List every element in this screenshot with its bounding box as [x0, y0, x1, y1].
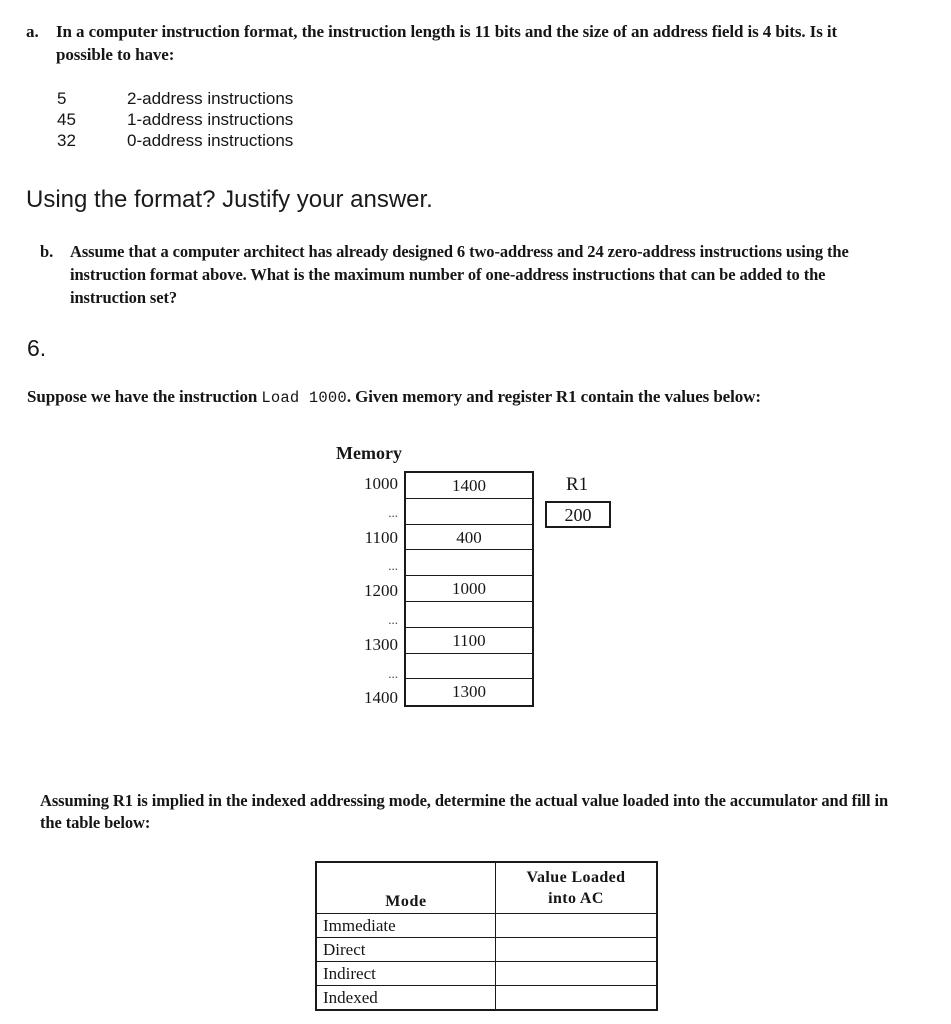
- mode-value-blank[interactable]: [496, 962, 658, 986]
- mode-column-header: Mode: [316, 862, 496, 914]
- memory-address: 1400: [364, 688, 398, 708]
- table-row: [316, 914, 657, 938]
- question-6-number: 6.: [27, 335, 47, 361]
- memory-cell: 400: [406, 525, 532, 551]
- question-6-intro-after-code: . Given memory and register R1 contain the values below:: [346, 387, 761, 406]
- using-format-heading: Using the format? Justify your answer.: [26, 186, 433, 213]
- instruction-count-table: [57, 88, 293, 151]
- instruction-label: 1-address instructions: [127, 110, 294, 129]
- memory-cell: [406, 602, 532, 628]
- memory-address: 1200: [364, 581, 398, 601]
- mode-value-blank[interactable]: [496, 938, 658, 962]
- mode-name: Immediate: [316, 914, 496, 938]
- instruction-count: 45: [57, 110, 76, 129]
- memory-address: ...: [388, 665, 398, 681]
- question-5b-marker: b.: [40, 242, 54, 261]
- question-6-intro-before-code: Suppose we have the instruction: [27, 387, 262, 406]
- instruction-count: 32: [57, 131, 76, 150]
- assuming-paragraph: Assuming R1 is implied in the indexed addressing mode, determine the actual value loaded into the accumulator and fill in the table below:: [40, 791, 889, 832]
- memory-address: 1100: [364, 527, 398, 547]
- mode-table-header: [316, 862, 657, 914]
- memory-cell: 1000: [406, 576, 532, 602]
- memory-address: ...: [388, 611, 398, 627]
- memory-address: ...: [388, 504, 398, 520]
- memory-cell: [406, 499, 532, 525]
- mode-value-blank[interactable]: [496, 914, 658, 938]
- mode-name: Indirect: [316, 962, 496, 986]
- register-r1-label: R1: [566, 474, 589, 495]
- register-r1-value: 200: [545, 501, 611, 528]
- table-row: [316, 986, 657, 1011]
- list-item: [57, 130, 293, 151]
- addressing-mode-table: [315, 861, 658, 1011]
- instruction-count-body: [57, 88, 293, 151]
- memory-table: [404, 471, 534, 707]
- mode-name: Direct: [316, 938, 496, 962]
- memory-cell: [406, 654, 532, 680]
- load-instruction-code: Load 1000: [261, 389, 347, 407]
- memory-address-column: [332, 471, 398, 712]
- question-6-intro: [27, 385, 877, 410]
- list-item: [57, 88, 293, 109]
- list-item: [57, 109, 293, 130]
- memory-address: 1000: [364, 474, 398, 493]
- instruction-count: 5: [57, 89, 67, 108]
- table-row: [316, 962, 657, 986]
- memory-address: ...: [388, 558, 398, 574]
- mode-name: Indexed: [316, 986, 496, 1011]
- memory-cell: [406, 550, 532, 576]
- value-header-line2: into AC: [548, 890, 604, 907]
- memory-cell: 1100: [406, 628, 532, 654]
- table-header-row: [316, 862, 657, 914]
- memory-address: 1300: [364, 634, 398, 654]
- table-row: [316, 938, 657, 962]
- question-5b-text: Assume that a computer architect has already designed 6 two-address and 24 zero-address instructions using the instruction format above. What is the maximum number of one-address instructions that can be added to the instruction set?: [70, 242, 849, 307]
- value-column-header: [496, 862, 658, 914]
- value-header-line1: Value Loaded: [526, 869, 626, 886]
- instruction-label: 2-address instructions: [127, 89, 294, 108]
- mode-value-blank[interactable]: [496, 986, 658, 1011]
- memory-cell: 1300: [452, 682, 486, 702]
- instruction-count-list: [57, 88, 293, 151]
- instruction-label: 0-address instructions: [127, 131, 294, 150]
- question-5a-text: In a computer instruction format, the instruction length is 11 bits and the size of an address field is 4 bits. Is it possible to have:: [56, 22, 838, 64]
- mode-table-body: [316, 914, 657, 1011]
- memory-label: Memory: [336, 443, 402, 463]
- memory-cell: 1400: [406, 473, 532, 499]
- question-5a-marker: a.: [26, 22, 39, 41]
